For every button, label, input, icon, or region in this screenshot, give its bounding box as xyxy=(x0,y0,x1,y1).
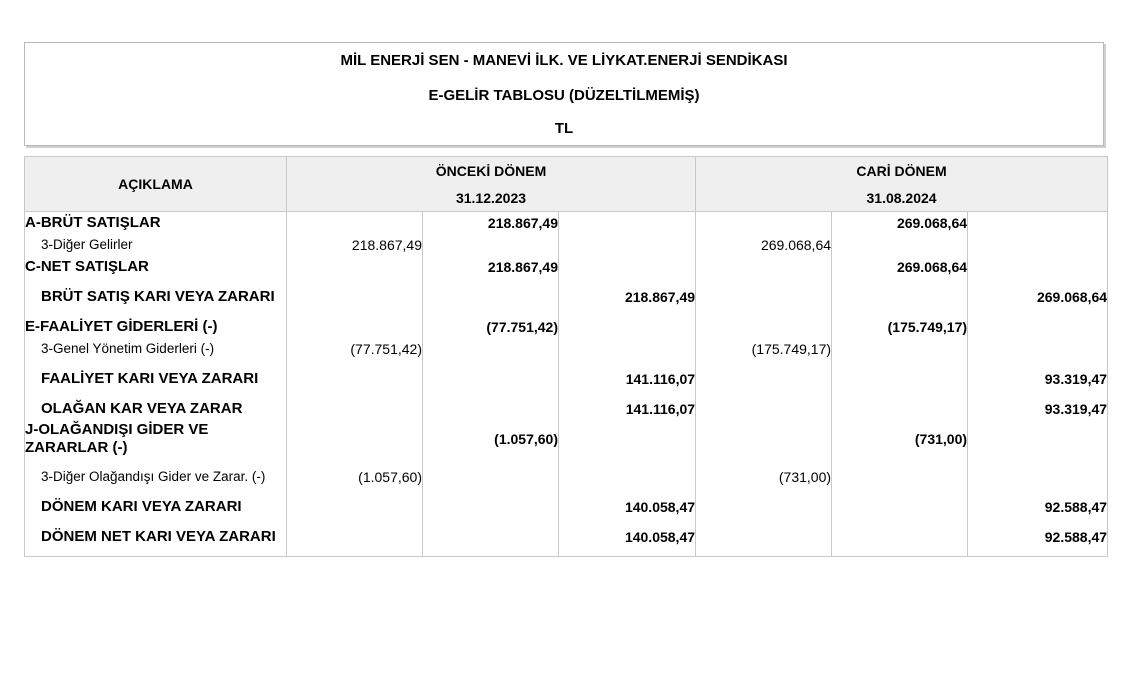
curr-detail xyxy=(696,420,832,458)
current-period-date: 31.08.2024 xyxy=(866,190,937,206)
prev-group: (1.057,60) xyxy=(423,420,559,458)
prev-detail xyxy=(287,212,423,235)
curr-detail: (175.749,17) xyxy=(696,338,832,360)
prev-total: 141.116,07 xyxy=(559,398,696,420)
prev-detail xyxy=(287,420,423,458)
table-row xyxy=(25,256,1108,278)
prev-total xyxy=(559,458,696,496)
prev-group: 218.867,49 xyxy=(423,256,559,278)
curr-group: 269.068,64 xyxy=(832,256,968,278)
row-label: 3-Diğer Olağandışı Gider ve Zarar. (-) xyxy=(25,458,287,496)
curr-group xyxy=(832,518,968,557)
row-label: BRÜT SATIŞ KARI VEYA ZARARI xyxy=(25,278,287,316)
curr-total: 93.319,47 xyxy=(968,360,1108,398)
row-label: E-FAALİYET GİDERLERİ (-) xyxy=(25,316,287,338)
row-label: OLAĞAN KAR VEYA ZARAR xyxy=(25,398,287,420)
curr-detail xyxy=(696,398,832,420)
curr-detail xyxy=(696,256,832,278)
curr-group: 269.068,64 xyxy=(832,212,968,235)
previous-period-header xyxy=(287,157,696,212)
prev-group xyxy=(423,398,559,420)
curr-detail xyxy=(696,212,832,235)
curr-group xyxy=(832,496,968,518)
prev-group xyxy=(423,278,559,316)
income-statement-table xyxy=(24,156,1108,557)
prev-total xyxy=(559,420,696,458)
table-row xyxy=(25,496,1108,518)
curr-detail: (731,00) xyxy=(696,458,832,496)
row-label: 3-Genel Yönetim Giderleri (-) xyxy=(25,338,287,360)
prev-group xyxy=(423,496,559,518)
prev-detail xyxy=(287,316,423,338)
table-row xyxy=(25,278,1108,316)
prev-detail xyxy=(287,518,423,557)
table-row xyxy=(25,398,1108,420)
curr-group xyxy=(832,278,968,316)
curr-total xyxy=(968,458,1108,496)
curr-group xyxy=(832,360,968,398)
table-row xyxy=(25,458,1108,496)
row-label: DÖNEM NET KARI VEYA ZARARI xyxy=(25,518,287,557)
curr-total xyxy=(968,316,1108,338)
row-label: DÖNEM KARI VEYA ZARARI xyxy=(25,496,287,518)
prev-detail xyxy=(287,278,423,316)
curr-total: 92.588,47 xyxy=(968,496,1108,518)
description-header: AÇIKLAMA xyxy=(25,157,287,212)
curr-group xyxy=(832,234,968,256)
curr-total xyxy=(968,338,1108,360)
prev-total xyxy=(559,212,696,235)
table-row xyxy=(25,234,1108,256)
row-label: 3-Diğer Gelirler xyxy=(25,234,287,256)
prev-group xyxy=(423,458,559,496)
prev-total xyxy=(559,316,696,338)
prev-total xyxy=(559,234,696,256)
curr-total xyxy=(968,234,1108,256)
prev-group: (77.751,42) xyxy=(423,316,559,338)
prev-total: 218.867,49 xyxy=(559,278,696,316)
organization-name: MİL ENERJİ SEN - MANEVİ İLK. VE LİYKAT.ENERJİ SENDİKASI xyxy=(340,52,788,69)
prev-detail xyxy=(287,360,423,398)
curr-detail xyxy=(696,316,832,338)
curr-group xyxy=(832,398,968,420)
prev-total: 140.058,47 xyxy=(559,496,696,518)
prev-detail xyxy=(287,256,423,278)
curr-detail xyxy=(696,360,832,398)
curr-detail xyxy=(696,496,832,518)
prev-total xyxy=(559,256,696,278)
table-row xyxy=(25,420,1108,458)
prev-detail: (77.751,42) xyxy=(287,338,423,360)
curr-group xyxy=(832,338,968,360)
row-label: A-BRÜT SATIŞLAR xyxy=(25,212,287,235)
prev-total xyxy=(559,338,696,360)
curr-total: 93.319,47 xyxy=(968,398,1108,420)
curr-total xyxy=(968,212,1108,235)
previous-period-date: 31.12.2023 xyxy=(455,190,527,206)
curr-group: (731,00) xyxy=(832,420,968,458)
prev-total: 140.058,47 xyxy=(559,518,696,557)
prev-group xyxy=(423,338,559,360)
report-title-box xyxy=(24,42,1104,146)
prev-detail xyxy=(287,398,423,420)
curr-group xyxy=(832,458,968,496)
prev-detail: (1.057,60) xyxy=(287,458,423,496)
table-row xyxy=(25,212,1108,235)
table-row xyxy=(25,360,1108,398)
row-label: J-OLAĞANDIŞI GİDER VE ZARARLAR (-) xyxy=(25,420,287,458)
curr-total: 92.588,47 xyxy=(968,518,1108,557)
row-label: C-NET SATIŞLAR xyxy=(25,256,287,278)
prev-detail: 218.867,49 xyxy=(287,234,423,256)
prev-group xyxy=(423,234,559,256)
current-period-label: CARİ DÖNEM xyxy=(856,163,947,179)
curr-detail xyxy=(696,278,832,316)
curr-detail xyxy=(696,518,832,557)
table-row xyxy=(25,518,1108,557)
curr-total xyxy=(968,420,1108,458)
prev-group: 218.867,49 xyxy=(423,212,559,235)
curr-detail: 269.068,64 xyxy=(696,234,832,256)
current-period-header xyxy=(696,157,1108,212)
curr-group: (175.749,17) xyxy=(832,316,968,338)
previous-period-label: ÖNCEKİ DÖNEM xyxy=(435,163,547,179)
report-title: E-GELİR TABLOSU (DÜZELTİLMEMİŞ) xyxy=(428,87,700,104)
curr-total: 269.068,64 xyxy=(968,278,1108,316)
row-label: FAALİYET KARI VEYA ZARARI xyxy=(25,360,287,398)
table-row xyxy=(25,338,1108,360)
prev-group xyxy=(423,360,559,398)
table-row xyxy=(25,316,1108,338)
currency-label: TL xyxy=(554,120,574,137)
prev-total: 141.116,07 xyxy=(559,360,696,398)
prev-group xyxy=(423,518,559,557)
prev-detail xyxy=(287,496,423,518)
curr-total xyxy=(968,256,1108,278)
